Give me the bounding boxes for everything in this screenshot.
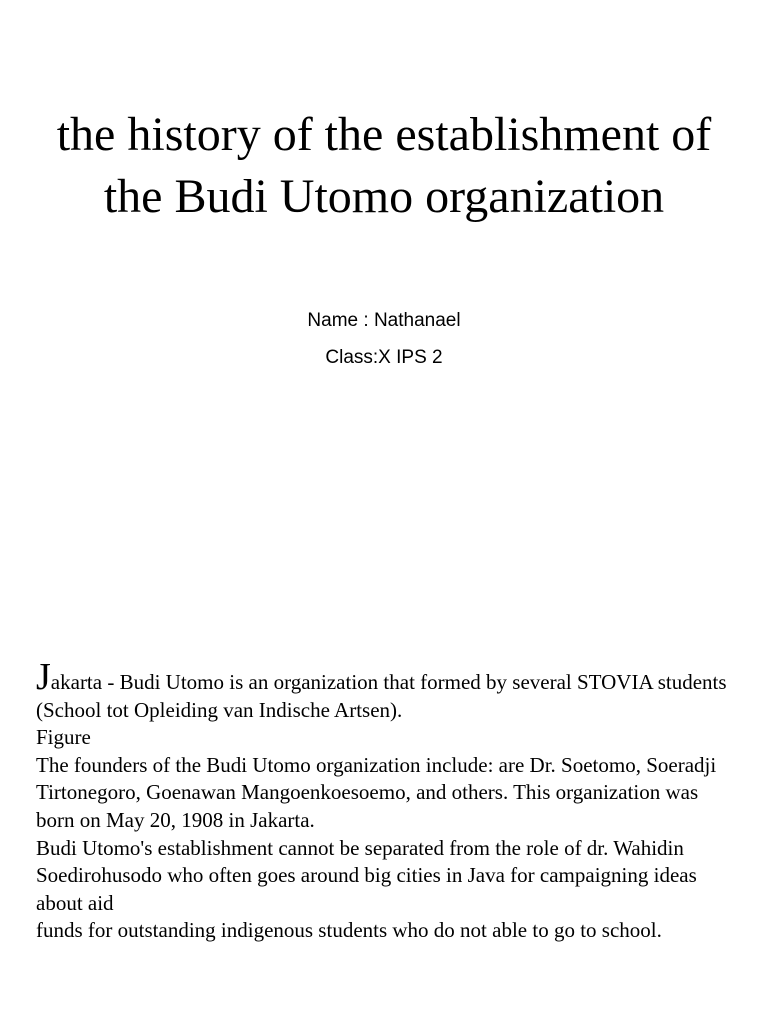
drop-cap: J <box>36 656 51 698</box>
author-name: Name : Nathanael <box>307 310 461 331</box>
body-paragraph-intro <box>36 656 736 724</box>
body-paragraph-founders: The founders of the Budi Utomo organization include: are Dr. Soetomo, Soeradji Tirtonegoro, Goenawan Mangoenkoesoemo, and others. This organization was born on May 20, 1908 in Jakarta. <box>36 752 717 832</box>
body-text <box>36 656 736 945</box>
slide-title: the history of the establishment of the Budi Utomo organization <box>56 108 712 223</box>
body-intro-text: akarta - Budi Utomo is an organization that formed by several STOVIA students (School tot Opleiding van Indische Artsen). <box>36 670 727 722</box>
body-paragraph-establishment: Budi Utomo's establishment cannot be separated from the role of dr. Wahidin Soedirohusodo who often goes around big cities in Java for campaigning ideas about aid <box>36 835 697 915</box>
body-paragraph-figure: Figure <box>36 725 91 750</box>
body-paragraph-funds: funds for outstanding indigenous students who do not able to go to school. <box>36 918 662 943</box>
author-class: Class:X IPS 2 <box>325 347 443 368</box>
